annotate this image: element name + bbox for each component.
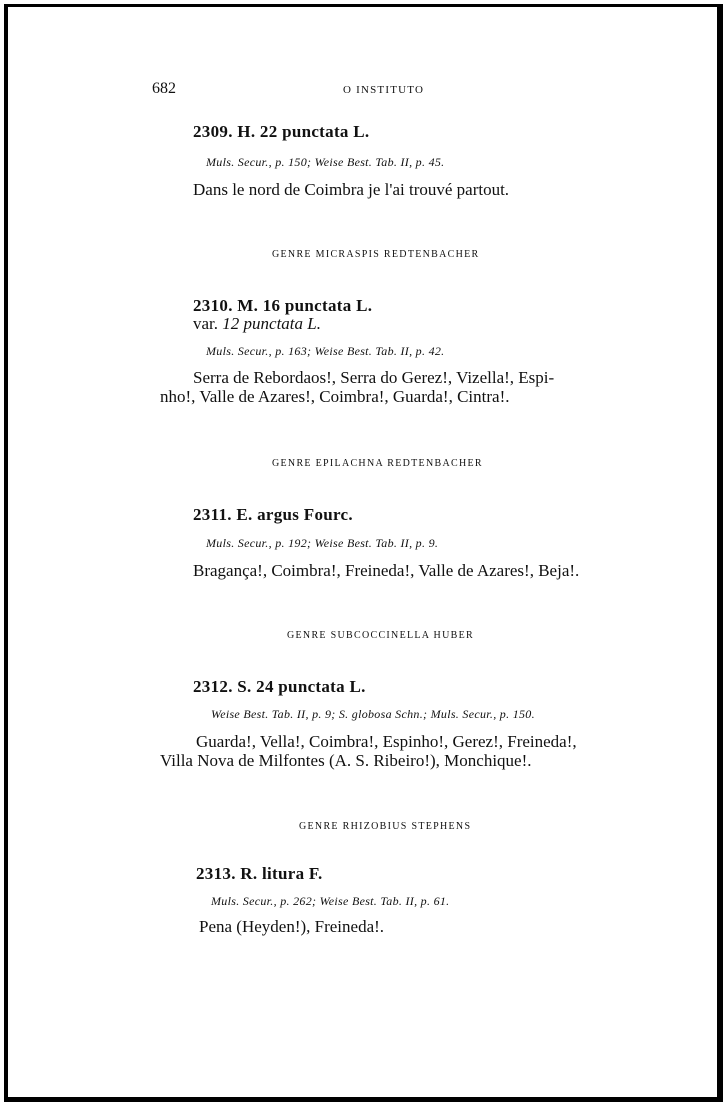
entry-title: 2310. M. 16 punctata L. [193,296,373,315]
entry-text: nho!, Valle de Azares!, Coimbra!, Guarda!, Cintra!. [160,387,510,406]
entry-reference: Muls. Secur., p. 262; Weise Best. Tab. II, p. 61. [211,894,450,908]
genus-heading: GENRE RHIZOBIUS STEPHENS [299,821,472,832]
entry-text: Dans le nord de Coimbra je l'ai trouvé partout. [193,180,510,199]
entry-text: Pena (Heyden!), Freineda!. [199,917,385,936]
entry-reference: Muls. Secur., p. 192; Weise Best. Tab. II, p. 9. [206,536,439,550]
entry-title: 2312. S. 24 punctata L. [193,677,366,696]
entry-text: Villa Nova de Milfontes (A. S. Ribeiro!), Monchique!. [160,751,532,770]
entry-reference: Muls. Secur., p. 150; Weise Best. Tab. II, p. 45. [206,155,445,169]
entry-reference: Muls. Secur., p. 163; Weise Best. Tab. II, p. 42. [206,344,445,358]
entry-title: 2311. E. argus Fourc. [193,505,353,524]
entry-title: 2313. R. litura F. [196,864,323,883]
entry-text: Bragança!, Coimbra!, Freineda!, Valle de Azares!, Beja!. [193,561,580,580]
entry-reference: Weise Best. Tab. II, p. 9; S. globosa Schn.; Muls. Secur., p. 150. [211,707,535,721]
genus-heading: GENRE MICRASPIS REDTENBACHER [272,249,480,260]
genus-heading: GENRE SUBCOCCINELLA HUBER [287,630,474,641]
entry-variety: var. 12 punctata L. [193,314,321,333]
entry-title: 2309. H. 22 punctata L. [193,122,370,141]
page-number: 682 [152,80,176,97]
entry-text: Guarda!, Vella!, Coimbra!, Espinho!, Gerez!, Freineda!, [196,732,577,751]
running-title: O INSTITUTO [343,84,425,96]
genus-heading: GENRE EPILACHNA REDTENBACHER [272,458,483,469]
entry-text: Serra de Rebordaos!, Serra do Gerez!, Vizella!, Espi- [193,368,555,387]
